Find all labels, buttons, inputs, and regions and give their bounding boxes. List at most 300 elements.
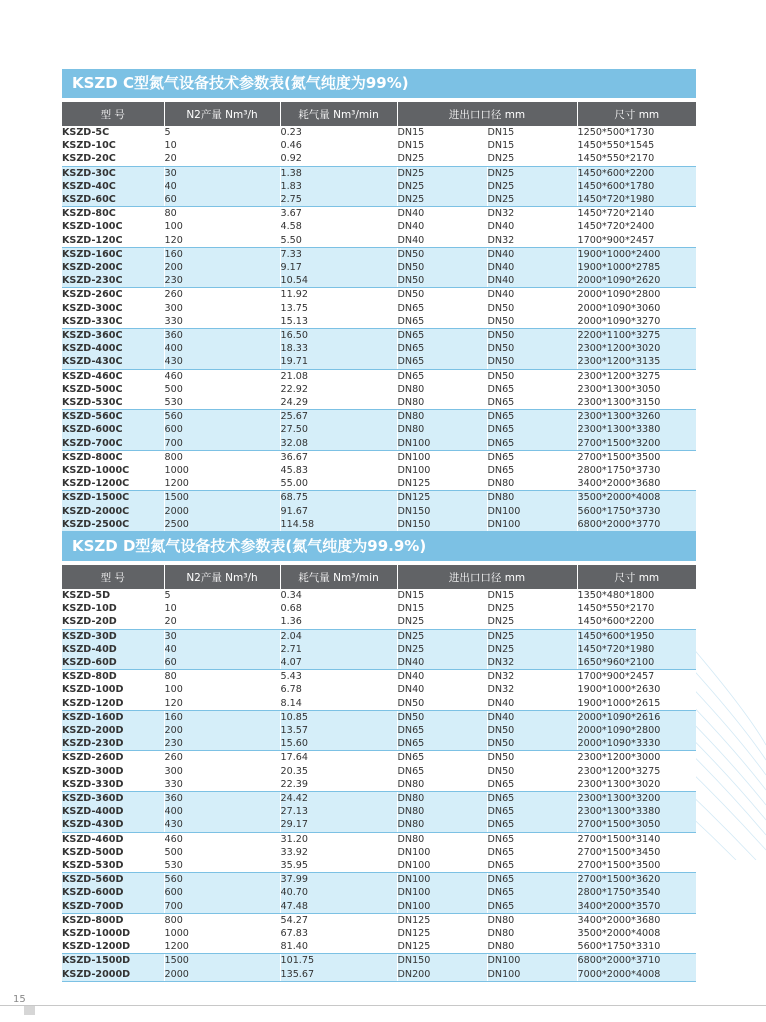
cell-inlet: DN150 — [397, 505, 487, 518]
section-c-type — [62, 69, 696, 532]
cell-dimensions: 2000*1090*2616 — [577, 710, 696, 724]
cell-n2-output: 400 — [164, 342, 280, 355]
cell-model: KSZD-120C — [62, 234, 164, 248]
cell-inlet: DN65 — [397, 724, 487, 737]
cell-n2-output: 330 — [164, 778, 280, 792]
table-row — [62, 602, 696, 615]
row-group — [62, 589, 696, 629]
table-row — [62, 410, 696, 424]
row-group — [62, 873, 696, 914]
cell-air-consumption: 0.34 — [280, 589, 397, 602]
cell-inlet: DN125 — [397, 913, 487, 927]
row-group — [62, 710, 696, 751]
cell-dimensions: 1900*1000*2630 — [577, 683, 696, 696]
cell-inlet: DN100 — [397, 886, 487, 899]
row-group — [62, 369, 696, 410]
cell-dimensions: 2000*1090*2800 — [577, 288, 696, 302]
cell-outlet: DN50 — [487, 751, 577, 765]
cell-air-consumption: 36.67 — [280, 450, 397, 464]
cell-n2-output: 400 — [164, 805, 280, 818]
cell-dimensions: 2300*1200*3000 — [577, 751, 696, 765]
cell-air-consumption: 22.92 — [280, 383, 397, 396]
cell-air-consumption: 24.29 — [280, 396, 397, 410]
cell-inlet: DN40 — [397, 234, 487, 248]
cell-inlet: DN50 — [397, 697, 487, 711]
cell-outlet: DN50 — [487, 315, 577, 329]
cell-inlet: DN100 — [397, 873, 487, 887]
cell-model: KSZD-100C — [62, 220, 164, 233]
row-group — [62, 166, 696, 207]
cell-n2-output: 430 — [164, 818, 280, 832]
cell-air-consumption: 32.08 — [280, 437, 397, 451]
cell-model: KSZD-20C — [62, 152, 164, 166]
table-row — [62, 139, 696, 152]
cell-model: KSZD-120D — [62, 697, 164, 711]
table-row — [62, 261, 696, 274]
cell-inlet: DN25 — [397, 180, 487, 193]
table-row — [62, 846, 696, 859]
cell-air-consumption: 35.95 — [280, 859, 397, 873]
cell-model: KSZD-60D — [62, 656, 164, 670]
table-row — [62, 220, 696, 233]
row-group — [62, 792, 696, 833]
cell-outlet: DN25 — [487, 602, 577, 615]
cell-inlet: DN65 — [397, 315, 487, 329]
cell-n2-output: 700 — [164, 437, 280, 451]
cell-model: KSZD-100D — [62, 683, 164, 696]
table-row — [62, 450, 696, 464]
cell-model: KSZD-2000D — [62, 968, 164, 982]
cell-outlet: DN40 — [487, 247, 577, 261]
cell-outlet: DN40 — [487, 697, 577, 711]
table-row — [62, 859, 696, 873]
table-row — [62, 437, 696, 451]
cell-dimensions: 2700*1500*3200 — [577, 437, 696, 451]
cell-model: KSZD-700D — [62, 900, 164, 914]
table-row — [62, 765, 696, 778]
cell-model: KSZD-10D — [62, 602, 164, 615]
cell-inlet: DN80 — [397, 423, 487, 436]
cell-model: KSZD-560C — [62, 410, 164, 424]
cell-n2-output: 30 — [164, 166, 280, 180]
cell-model: KSZD-530C — [62, 396, 164, 410]
table-row — [62, 477, 696, 491]
cell-inlet: DN80 — [397, 832, 487, 846]
table-row — [62, 589, 696, 602]
cell-outlet: DN50 — [487, 737, 577, 751]
cell-model: KSZD-460C — [62, 369, 164, 383]
cell-model: KSZD-20D — [62, 615, 164, 629]
cell-air-consumption: 54.27 — [280, 913, 397, 927]
cell-outlet: DN50 — [487, 329, 577, 343]
cell-dimensions: 1350*480*1800 — [577, 589, 696, 602]
cell-air-consumption: 19.71 — [280, 355, 397, 369]
table-row — [62, 683, 696, 696]
cell-dimensions: 2700*1500*3620 — [577, 873, 696, 887]
cell-air-consumption: 91.67 — [280, 505, 397, 518]
cell-inlet: DN40 — [397, 683, 487, 696]
cell-n2-output: 500 — [164, 846, 280, 859]
cell-outlet: DN40 — [487, 220, 577, 233]
cell-outlet: DN32 — [487, 207, 577, 221]
cell-dimensions: 2800*1750*3730 — [577, 464, 696, 477]
table-row — [62, 518, 696, 532]
cell-n2-output: 100 — [164, 683, 280, 696]
cell-n2-output: 430 — [164, 355, 280, 369]
cell-outlet: DN50 — [487, 765, 577, 778]
cell-air-consumption: 10.54 — [280, 274, 397, 288]
cell-n2-output: 260 — [164, 751, 280, 765]
cell-air-consumption: 15.60 — [280, 737, 397, 751]
cell-n2-output: 200 — [164, 261, 280, 274]
cell-inlet: DN65 — [397, 302, 487, 315]
cell-outlet: DN25 — [487, 615, 577, 629]
cell-outlet: DN40 — [487, 261, 577, 274]
cell-dimensions: 1450*600*2200 — [577, 166, 696, 180]
cell-model: KSZD-260D — [62, 751, 164, 765]
cell-n2-output: 5 — [164, 589, 280, 602]
cell-inlet: DN50 — [397, 274, 487, 288]
cell-outlet: DN25 — [487, 152, 577, 166]
cell-dimensions: 2000*1090*3330 — [577, 737, 696, 751]
cell-model: KSZD-200C — [62, 261, 164, 274]
cell-n2-output: 600 — [164, 423, 280, 436]
cell-inlet: DN40 — [397, 656, 487, 670]
cell-outlet: DN40 — [487, 288, 577, 302]
row-group — [62, 207, 696, 248]
cell-outlet: DN65 — [487, 410, 577, 424]
table-row — [62, 383, 696, 396]
cell-model: KSZD-30C — [62, 166, 164, 180]
cell-air-consumption: 37.99 — [280, 873, 397, 887]
cell-inlet: DN80 — [397, 778, 487, 792]
cell-outlet: DN25 — [487, 180, 577, 193]
table-row — [62, 423, 696, 436]
cell-dimensions: 2300*1300*3380 — [577, 423, 696, 436]
cell-n2-output: 10 — [164, 602, 280, 615]
cell-dimensions: 2300*1200*3020 — [577, 342, 696, 355]
cell-inlet: DN150 — [397, 954, 487, 968]
cell-outlet: DN65 — [487, 846, 577, 859]
section-d-type — [62, 532, 696, 982]
table-row — [62, 247, 696, 261]
row-group — [62, 491, 696, 532]
cell-model: KSZD-160C — [62, 247, 164, 261]
cell-inlet: DN50 — [397, 710, 487, 724]
cell-outlet: DN80 — [487, 913, 577, 927]
cell-n2-output: 5 — [164, 126, 280, 139]
cell-inlet: DN80 — [397, 410, 487, 424]
cell-n2-output: 30 — [164, 629, 280, 643]
cell-inlet: DN25 — [397, 643, 487, 656]
cell-air-consumption: 29.17 — [280, 818, 397, 832]
cell-model: KSZD-330C — [62, 315, 164, 329]
table-row — [62, 615, 696, 629]
cell-outlet: DN80 — [487, 477, 577, 491]
cell-dimensions: 1900*1000*2615 — [577, 697, 696, 711]
cell-model: KSZD-10C — [62, 139, 164, 152]
cell-outlet: DN32 — [487, 670, 577, 684]
cell-model: KSZD-1000D — [62, 927, 164, 940]
cell-inlet: DN100 — [397, 846, 487, 859]
cell-dimensions: 6800*2000*3710 — [577, 954, 696, 968]
cell-model: KSZD-400D — [62, 805, 164, 818]
cell-air-consumption: 101.75 — [280, 954, 397, 968]
cell-model: KSZD-5C — [62, 126, 164, 139]
table-row — [62, 126, 696, 139]
cell-model: KSZD-360C — [62, 329, 164, 343]
cell-dimensions: 1450*550*2170 — [577, 152, 696, 166]
row-group — [62, 410, 696, 451]
cell-model: KSZD-60C — [62, 193, 164, 207]
cell-model: KSZD-230C — [62, 274, 164, 288]
cell-air-consumption: 24.42 — [280, 792, 397, 806]
cell-inlet: DN100 — [397, 464, 487, 477]
row-group — [62, 832, 696, 873]
cell-outlet: DN40 — [487, 710, 577, 724]
row-group — [62, 450, 696, 491]
cell-air-consumption: 27.50 — [280, 423, 397, 436]
cell-n2-output: 800 — [164, 913, 280, 927]
cell-air-consumption: 16.50 — [280, 329, 397, 343]
cell-outlet: DN65 — [487, 886, 577, 899]
row-group — [62, 288, 696, 329]
cell-outlet: DN32 — [487, 656, 577, 670]
cell-outlet: DN50 — [487, 724, 577, 737]
cell-dimensions: 5600*1750*3310 — [577, 940, 696, 954]
cell-dimensions: 3400*2000*3680 — [577, 913, 696, 927]
cell-inlet: DN100 — [397, 900, 487, 914]
cell-air-consumption: 4.07 — [280, 656, 397, 670]
cell-outlet: DN65 — [487, 423, 577, 436]
cell-outlet: DN65 — [487, 832, 577, 846]
cell-n2-output: 1000 — [164, 464, 280, 477]
cell-n2-output: 2500 — [164, 518, 280, 532]
cell-model: KSZD-430D — [62, 818, 164, 832]
cell-n2-output: 360 — [164, 792, 280, 806]
cell-dimensions: 2000*1090*2620 — [577, 274, 696, 288]
cell-dimensions: 1700*900*2457 — [577, 670, 696, 684]
cell-inlet: DN25 — [397, 629, 487, 643]
cell-dimensions: 2700*1500*3140 — [577, 832, 696, 846]
footer-divider — [0, 1005, 766, 1006]
cell-n2-output: 1500 — [164, 491, 280, 505]
row-group — [62, 247, 696, 288]
cell-inlet: DN65 — [397, 369, 487, 383]
cell-n2-output: 120 — [164, 697, 280, 711]
header-n2-output: N2产量 Nm³/h — [164, 102, 280, 126]
cell-model: KSZD-1200C — [62, 477, 164, 491]
cell-inlet: DN80 — [397, 792, 487, 806]
cell-inlet: DN125 — [397, 927, 487, 940]
table-row — [62, 369, 696, 383]
cell-dimensions: 2300*1200*3275 — [577, 369, 696, 383]
cell-air-consumption: 5.50 — [280, 234, 397, 248]
cell-n2-output: 230 — [164, 737, 280, 751]
cell-outlet: DN65 — [487, 383, 577, 396]
page-number: 15 — [13, 994, 26, 1005]
cell-dimensions: 2300*1300*3150 — [577, 396, 696, 410]
cell-dimensions: 2300*1300*3260 — [577, 410, 696, 424]
cell-air-consumption: 2.75 — [280, 193, 397, 207]
cell-outlet: DN40 — [487, 274, 577, 288]
table-header — [62, 565, 696, 589]
cell-n2-output: 80 — [164, 670, 280, 684]
row-group — [62, 954, 696, 981]
cell-model: KSZD-500C — [62, 383, 164, 396]
cell-inlet: DN65 — [397, 342, 487, 355]
cell-n2-output: 530 — [164, 859, 280, 873]
table-row — [62, 491, 696, 505]
cell-n2-output: 200 — [164, 724, 280, 737]
row-group — [62, 126, 696, 166]
cell-air-consumption: 1.38 — [280, 166, 397, 180]
cell-inlet: DN80 — [397, 805, 487, 818]
cell-model: KSZD-400C — [62, 342, 164, 355]
row-group — [62, 329, 696, 370]
cell-air-consumption: 45.83 — [280, 464, 397, 477]
cell-model: KSZD-600D — [62, 886, 164, 899]
cell-n2-output: 120 — [164, 234, 280, 248]
header-air-consumption: 耗气量 Nm³/min — [280, 102, 397, 126]
cell-n2-output: 460 — [164, 832, 280, 846]
cell-air-consumption: 31.20 — [280, 832, 397, 846]
cell-outlet: DN65 — [487, 464, 577, 477]
cell-n2-output: 60 — [164, 656, 280, 670]
cell-outlet: DN100 — [487, 968, 577, 982]
table-row — [62, 886, 696, 899]
cell-model: KSZD-1000C — [62, 464, 164, 477]
cell-dimensions: 1900*1000*2400 — [577, 247, 696, 261]
cell-n2-output: 800 — [164, 450, 280, 464]
table-row — [62, 288, 696, 302]
cell-inlet: DN80 — [397, 818, 487, 832]
table-row — [62, 670, 696, 684]
cell-outlet: DN25 — [487, 193, 577, 207]
table-row — [62, 207, 696, 221]
table-row — [62, 355, 696, 369]
cell-dimensions: 2800*1750*3540 — [577, 886, 696, 899]
cell-dimensions: 1700*900*2457 — [577, 234, 696, 248]
cell-air-consumption: 13.57 — [280, 724, 397, 737]
cell-inlet: DN25 — [397, 615, 487, 629]
footer-mark — [24, 1006, 35, 1015]
cell-outlet: DN65 — [487, 778, 577, 792]
cell-model: KSZD-230D — [62, 737, 164, 751]
cell-model: KSZD-600C — [62, 423, 164, 436]
table-row — [62, 193, 696, 207]
row-group — [62, 670, 696, 711]
cell-inlet: DN15 — [397, 589, 487, 602]
cell-model: KSZD-200D — [62, 724, 164, 737]
cell-model: KSZD-1200D — [62, 940, 164, 954]
cell-dimensions: 1450*550*2170 — [577, 602, 696, 615]
cell-dimensions: 1450*720*2140 — [577, 207, 696, 221]
cell-n2-output: 300 — [164, 765, 280, 778]
table-row — [62, 629, 696, 643]
table-row — [62, 329, 696, 343]
cell-air-consumption: 5.43 — [280, 670, 397, 684]
cell-model: KSZD-700C — [62, 437, 164, 451]
cell-dimensions: 7000*2000*4008 — [577, 968, 696, 982]
header-model: 型 号 — [62, 102, 164, 126]
cell-model: KSZD-80D — [62, 670, 164, 684]
cell-outlet: DN80 — [487, 940, 577, 954]
table-row — [62, 342, 696, 355]
header-dimensions: 尺寸 mm — [577, 102, 696, 126]
table-row — [62, 643, 696, 656]
cell-dimensions: 2700*1500*3050 — [577, 818, 696, 832]
cell-air-consumption: 10.85 — [280, 710, 397, 724]
cell-n2-output: 60 — [164, 193, 280, 207]
cell-dimensions: 1450*600*1780 — [577, 180, 696, 193]
cell-dimensions: 3400*2000*3570 — [577, 900, 696, 914]
cell-dimensions: 2000*1090*3270 — [577, 315, 696, 329]
cell-inlet: DN15 — [397, 139, 487, 152]
cell-dimensions: 2300*1300*3380 — [577, 805, 696, 818]
cell-dimensions: 1900*1000*2785 — [577, 261, 696, 274]
cell-inlet: DN15 — [397, 602, 487, 615]
table-row — [62, 724, 696, 737]
table-row — [62, 940, 696, 954]
cell-air-consumption: 0.23 — [280, 126, 397, 139]
spec-table-c — [62, 102, 696, 532]
cell-inlet: DN125 — [397, 940, 487, 954]
cell-inlet: DN65 — [397, 751, 487, 765]
cell-inlet: DN80 — [397, 383, 487, 396]
cell-n2-output: 20 — [164, 615, 280, 629]
table-row — [62, 710, 696, 724]
cell-inlet: DN40 — [397, 670, 487, 684]
cell-n2-output: 530 — [164, 396, 280, 410]
cell-model: KSZD-330D — [62, 778, 164, 792]
cell-dimensions: 2300*1300*3200 — [577, 792, 696, 806]
cell-model: KSZD-40C — [62, 180, 164, 193]
cell-outlet: DN50 — [487, 369, 577, 383]
cell-n2-output: 560 — [164, 873, 280, 887]
table-row — [62, 315, 696, 329]
cell-outlet: DN65 — [487, 437, 577, 451]
cell-outlet: DN65 — [487, 792, 577, 806]
cell-inlet: DN100 — [397, 450, 487, 464]
cell-dimensions: 2000*1090*2800 — [577, 724, 696, 737]
cell-n2-output: 1000 — [164, 927, 280, 940]
table-row — [62, 751, 696, 765]
cell-outlet: DN100 — [487, 505, 577, 518]
cell-n2-output: 2000 — [164, 968, 280, 982]
cell-n2-output: 20 — [164, 152, 280, 166]
table-row — [62, 505, 696, 518]
cell-model: KSZD-500D — [62, 846, 164, 859]
table-row — [62, 873, 696, 887]
cell-outlet: DN80 — [487, 927, 577, 940]
cell-inlet: DN200 — [397, 968, 487, 982]
cell-outlet: DN65 — [487, 859, 577, 873]
cell-air-consumption: 3.67 — [280, 207, 397, 221]
cell-outlet: DN65 — [487, 900, 577, 914]
cell-model: KSZD-800D — [62, 913, 164, 927]
cell-model: KSZD-1500D — [62, 954, 164, 968]
cell-air-consumption: 114.58 — [280, 518, 397, 532]
cell-dimensions: 3400*2000*3680 — [577, 477, 696, 491]
cell-air-consumption: 68.75 — [280, 491, 397, 505]
cell-n2-output: 460 — [164, 369, 280, 383]
cell-inlet: DN125 — [397, 491, 487, 505]
cell-model: KSZD-300C — [62, 302, 164, 315]
table-row — [62, 180, 696, 193]
cell-air-consumption: 1.36 — [280, 615, 397, 629]
cell-outlet: DN50 — [487, 302, 577, 315]
